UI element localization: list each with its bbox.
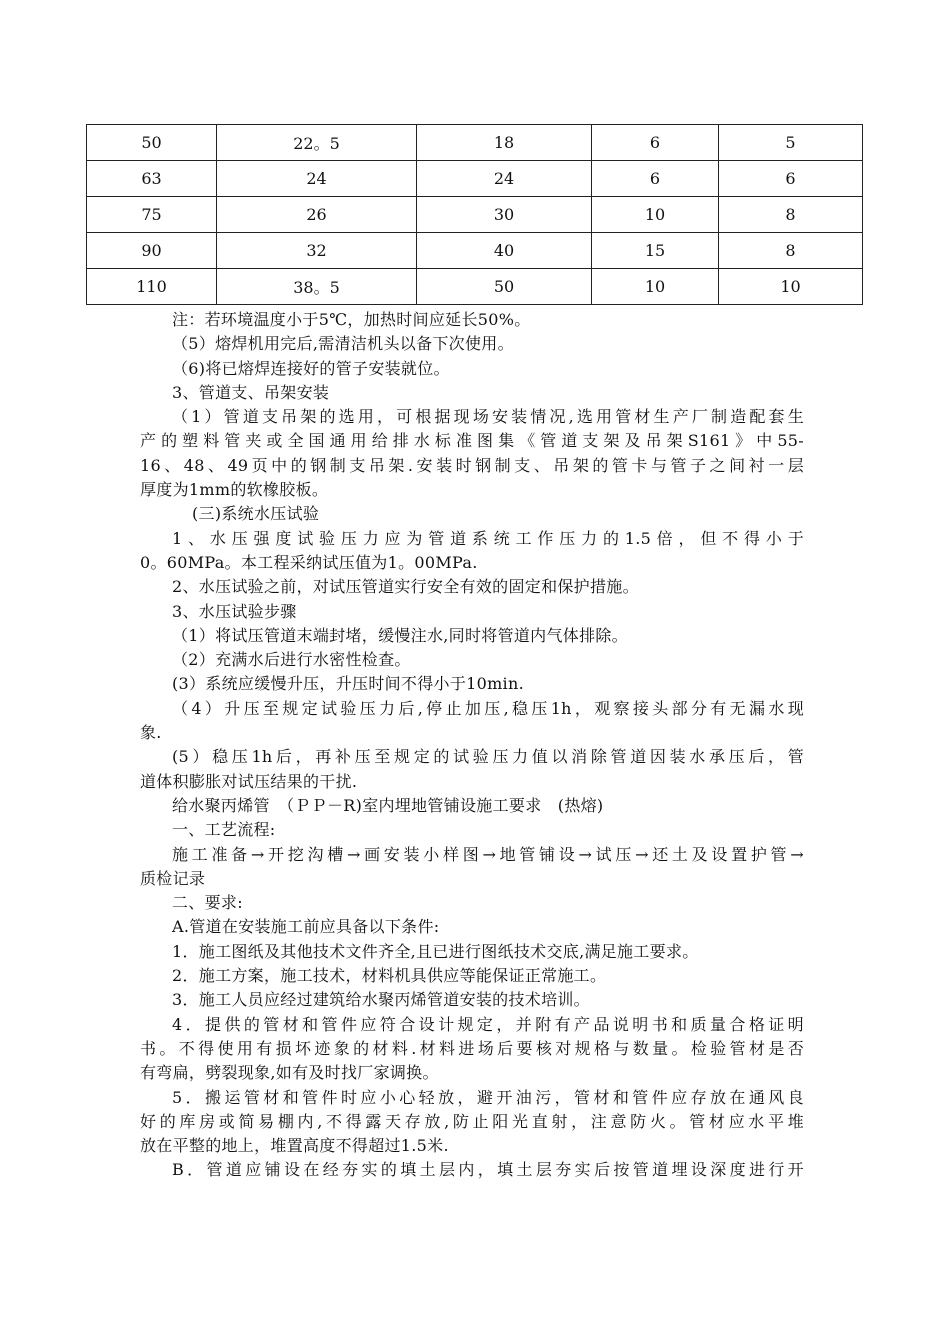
- table-cell: 40: [417, 233, 592, 269]
- paragraph-line: （1）管道支吊架的选用，可根据现场安装情况,选用管材生产厂制造配套生: [172, 407, 804, 427]
- section-heading: 3、水压试验步骤: [172, 601, 297, 621]
- paragraph-line: 产的塑料管夹或全国通用给排水标准图集《管道支架及吊架S161》中55-: [140, 431, 804, 451]
- paragraph-line: 放在平整的地上，堆置高度不得超过1.5米.: [140, 1136, 449, 1156]
- section-heading: 二、要求:: [172, 893, 243, 913]
- paragraph-line: （2）充满水后进行水密性检查。: [172, 650, 411, 670]
- paragraph-line: A.管道在安装施工前应具备以下条件:: [172, 917, 440, 937]
- paragraph-line: 象.: [140, 723, 162, 743]
- process-flow: 质检记录: [140, 868, 206, 888]
- section-heading: (三)系统水压试验: [192, 504, 320, 524]
- table-cell: 10: [719, 269, 863, 305]
- paragraph-line: 厚度为1mm的软橡胶板。: [140, 480, 329, 500]
- table-cell: 6: [719, 161, 863, 197]
- table-cell: 24: [417, 161, 592, 197]
- paragraph-line: (3）系统应缓慢升压，升压时间不得小于10min.: [172, 674, 524, 694]
- table-cell: 18: [417, 125, 592, 161]
- table-cell: 8: [719, 233, 863, 269]
- table-cell: 22。5: [217, 125, 417, 161]
- table-cell: 38。5: [217, 269, 417, 305]
- section-heading: 3、管道支、吊架安装: [172, 382, 330, 402]
- table-cell: 24: [217, 161, 417, 197]
- section-heading: 一、工艺流程:: [172, 820, 276, 840]
- table-cell: 50: [87, 125, 217, 161]
- paragraph-line: 有弯扁，劈裂现象,如有及时找厂家调换。: [140, 1063, 439, 1083]
- paragraph-line: 书。不得使用有损坏迹象的材料.材料进场后要核对规格与数量。检验管材是否: [140, 1038, 804, 1058]
- table-cell: 15: [592, 233, 719, 269]
- table-cell: 10: [592, 269, 719, 305]
- table-cell: 30: [417, 197, 592, 233]
- paragraph-line: 好的库房或简易棚内,不得露天存放,防止阳光直射，注意防火。管材应水平堆: [140, 1111, 804, 1131]
- paragraph-line: 0。60MPa。本工程采纳试压值为1。00MPa.: [140, 552, 478, 572]
- paragraph-line: （5）熔焊机用完后,需清洁机头以备下次使用。: [172, 334, 514, 354]
- table-row: [87, 269, 863, 305]
- paragraph-line: 2．施工方案，施工技术，材料机具供应等能保证正常施工。: [172, 966, 607, 986]
- table-cell: 110: [87, 269, 217, 305]
- table-cell: 5: [719, 125, 863, 161]
- table-cell: 8: [719, 197, 863, 233]
- table-cell: 26: [217, 197, 417, 233]
- body-text: [140, 308, 804, 1183]
- paragraph-line: 16、48、49页中的钢制支吊架.安装时钢制支、吊架的管卡与管子之间衬一层: [140, 455, 804, 475]
- table-cell: 75: [87, 197, 217, 233]
- section-title: 给水聚丙烯管 （ＰＰ－R)室内埋地管铺设施工要求 (热熔): [172, 795, 604, 815]
- table-row: [87, 233, 863, 269]
- table-cell: 50: [417, 269, 592, 305]
- table-note: 注：若环境温度小于5℃，加热时间应延长50%。: [172, 310, 531, 329]
- table-cell: 10: [592, 197, 719, 233]
- paragraph-line: (5）稳压1h后，再补压至规定的试验压力值以消除管道因装水承压后，管: [172, 747, 804, 767]
- paragraph-line: （1）将试压管道末端封堵，缓慢注水,同时将管道内气体排除。: [172, 625, 628, 645]
- paragraph-line: 2、水压试验之前，对试压管道实行安全有效的固定和保护措施。: [172, 577, 639, 597]
- table-cell: 32: [217, 233, 417, 269]
- process-flow: 施工准备→开挖沟槽→画安装小样图→地管铺设→试压→还土及设置护管→: [172, 844, 804, 864]
- spec-table: [86, 124, 863, 305]
- table-cell: 90: [87, 233, 217, 269]
- table-row: [87, 125, 863, 161]
- table-cell: 63: [87, 161, 217, 197]
- paragraph-line: 5．搬运管材和管件时应小心轻放，避开油污，管材和管件应存放在通风良: [172, 1087, 804, 1107]
- table-row: [87, 161, 863, 197]
- paragraph-line: B．管道应铺设在经夯实的填土层内，填土层夯实后按管道埋设深度进行开: [172, 1160, 804, 1180]
- paragraph-line: 3．施工人员应经过建筑给水聚丙烯管道安装的技术培训。: [172, 990, 590, 1010]
- paragraph-line: （4）升压至规定试验压力后,停止加压,稳压1h，观察接头部分有无漏水现: [172, 698, 804, 718]
- paragraph-line: （6)将已熔焊连接好的管子安装就位。: [172, 358, 450, 378]
- table-row: [87, 197, 863, 233]
- table-cell: 6: [592, 161, 719, 197]
- paragraph-line: 1、水压强度试验压力应为管道系统工作压力的1.5倍，但不得小于: [172, 528, 804, 548]
- paragraph-line: 1．施工图纸及其他技术文件齐全,且已进行图纸技术交底,满足施工要求。: [172, 941, 699, 961]
- paragraph-line: 4．提供的管材和管件应符合设计规定，并附有产品说明书和质量合格证明: [172, 1014, 804, 1034]
- table-cell: 6: [592, 125, 719, 161]
- paragraph-line: 道体积膨胀对试压结果的干扰.: [140, 771, 358, 791]
